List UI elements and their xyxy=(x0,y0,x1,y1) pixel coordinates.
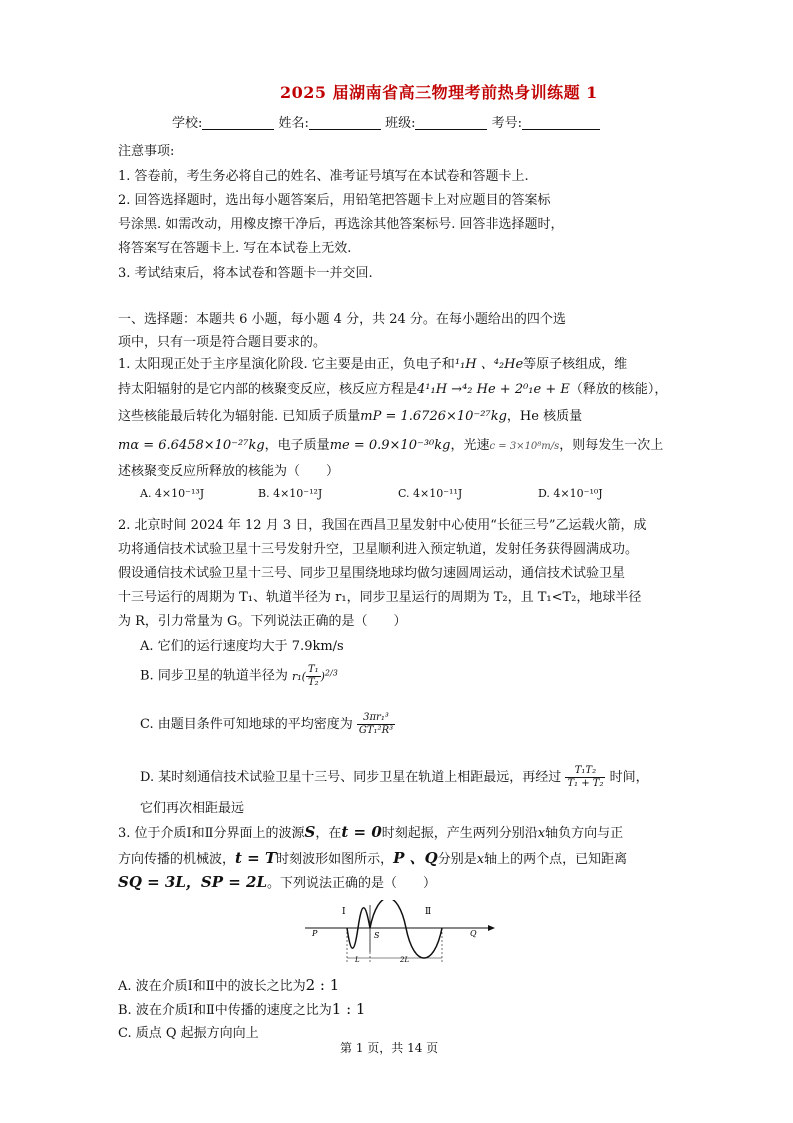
note-2a: 2. 回答选择题时，选出每小题答案后，用铅笔把答题卡上对应题目的答案标 xyxy=(118,193,551,208)
note-2b: 号涂黑. 如需改动，用橡皮擦干净后，再选涂其他答案标号. 回答非选择题时， xyxy=(118,217,564,232)
q1-text: ，光速 xyxy=(450,438,490,453)
q1-reaction-equation: 4¹₁H →⁴₂ He + 2⁰₁e + E xyxy=(417,382,570,397)
q2-option-d-line2: 它们再次相距最远 xyxy=(140,801,245,816)
q3-option-a-value: 2 : 1 xyxy=(305,976,340,994)
q1-line4 xyxy=(118,434,663,453)
q3-text: 时刻起振，产生两列分别沿 xyxy=(381,826,538,841)
q3-x-axis: x xyxy=(537,826,546,841)
q3-option-a-text: A. 波在介质Ⅰ和Ⅱ中的波长之比为 xyxy=(118,979,306,994)
number-blank[interactable] xyxy=(522,115,600,130)
name-blank[interactable] xyxy=(309,115,381,130)
q2-option-c-text: C. 由题目条件可知地球的平均密度为 xyxy=(140,717,353,732)
q3-source: S xyxy=(304,823,316,841)
q1-line5: 述核聚变反应所释放的核能为（ ） xyxy=(118,464,340,479)
q1-text: ，电子质量 xyxy=(264,438,330,453)
note-3: 3. 考试结束后，将本试卷和答题卡一并交回. xyxy=(118,266,373,281)
q1-option-d[interactable]: D. 4×10⁻¹⁰J xyxy=(538,487,603,500)
q3-line2 xyxy=(118,847,627,868)
q2-option-b-formula: r₁( $\frac{\text{T₁}}{\text{T₂}}$ )$^{2/3}$ xyxy=(291,664,338,688)
q3-text: 轴上的两个点，已知距离 xyxy=(484,852,628,867)
q2-line5: 为 R，引力常量为 G。下列说法正确的是（ ） xyxy=(118,614,407,629)
q2-option-b[interactable] xyxy=(140,664,338,689)
q2-option-b-text: B. 同步卫星的轨道半径为 xyxy=(140,668,288,684)
q3-text: 方向传播的机械波， xyxy=(118,852,236,867)
label-s: S xyxy=(374,931,380,940)
q2-option-a[interactable]: A. 它们的运行速度均大于 7.9km/s xyxy=(140,639,344,654)
q1-line2 xyxy=(118,378,667,397)
note-1: 1. 答卷前，考生务必将自己的姓名、准考证号填写在本试卷和答题卡上. xyxy=(118,169,529,184)
wave-medium-ii xyxy=(370,900,442,958)
q3-text: 。下列说法正确的是（ ） xyxy=(267,876,437,891)
q3-option-b[interactable] xyxy=(118,999,365,1018)
q2-option-d[interactable] xyxy=(140,765,649,790)
number-label: 考号: xyxy=(491,116,522,131)
q3-option-b-value: 1 : 1 xyxy=(331,1000,366,1018)
school-blank[interactable] xyxy=(202,115,274,130)
label-medium-i: Ⅰ xyxy=(342,907,346,917)
q1-text: （释放的核能）， xyxy=(569,382,668,397)
q3-option-b-text: B. 波在介质Ⅰ和Ⅱ中传播的速度之比为 xyxy=(118,1003,332,1018)
q1-option-b[interactable]: B. 4×10⁻¹²J xyxy=(258,487,323,500)
q3-text: 3. 位于介质Ⅰ和Ⅱ分界面上的波源 xyxy=(118,826,305,841)
section-heading-a: 一、选择题：本题共 6 小题，每小题 4 分，共 24 分。在每小题给出的四个选 xyxy=(118,312,566,327)
q3-text: 轴负方向与正 xyxy=(545,826,624,841)
q3-x-axis: x xyxy=(476,852,485,867)
q2-option-d-formula: $\frac{\text{T₁T₂}}{\text{T₁ + T₂}}$ xyxy=(567,765,604,789)
class-label: 班级: xyxy=(385,116,416,131)
label-p: P xyxy=(312,929,318,938)
q3-points: P 、Q xyxy=(393,849,438,867)
q1-option-c[interactable]: C. 4×10⁻¹¹J xyxy=(398,487,463,500)
label-2l: 2L xyxy=(400,956,410,964)
student-info-line xyxy=(172,112,600,131)
q3-line3 xyxy=(118,871,436,892)
q2-line4: 十三号运行的周期为 T₁、轨道半径为 r₁，同步卫星运行的周期为 T₂，且 T₁<T₂，地球半径 xyxy=(118,590,642,605)
q1-text: 持太阳辐射的是它内部的核聚变反应，核反应方程是 xyxy=(118,382,418,397)
name-label: 姓名: xyxy=(278,116,309,131)
q3-option-c[interactable]: C. 质点 Q 起振方向向上 xyxy=(118,1026,259,1041)
q1-text: 1. 太阳现正处于主序星演化阶段. 它主要是由正，负电子和 xyxy=(118,357,455,372)
class-blank[interactable] xyxy=(415,115,487,130)
q3-option-a[interactable] xyxy=(118,975,339,994)
q3-text: 分别是 xyxy=(437,852,477,867)
q3-tT: t = T xyxy=(235,849,277,867)
page-footer: 第 1 页，共 14 页 xyxy=(340,1041,439,1055)
label-q: Q xyxy=(470,929,477,938)
q1-text: 这些核能最后转化为辐射能. 已知质子质量 xyxy=(118,409,361,424)
q1-option-a[interactable]: A. 4×10⁻¹³J xyxy=(140,487,205,500)
q3-text: 时刻波形如图所示， xyxy=(276,852,394,867)
q3-distances: SQ = 3L，SP = 2L xyxy=(118,873,268,891)
q2-line3: 假设通信技术试验卫星十三号、同步卫星围绕地球均做匀速圆周运动，通信技术试验卫星 xyxy=(118,566,626,581)
q1-line3 xyxy=(118,405,582,424)
q2-line1: 2. 北京时间 2024 年 12 月 3 日，我国在西昌卫星发射中心使用“长征三号”乙运载火箭，成 xyxy=(118,518,647,533)
notes-heading: 注意事项: xyxy=(118,144,175,159)
note-2c: 将答案写在答题卡上. 写在本试卷上无效. xyxy=(118,241,352,256)
q1-line1 xyxy=(118,353,627,372)
section-heading-b: 项中，只有一项是符合题目要求的。 xyxy=(118,335,327,350)
q1-text: ，则每发生一次上 xyxy=(559,438,664,453)
q1-electron-mass: me = 0.9×10⁻³⁰kg xyxy=(329,438,451,453)
q1-he-mass: mα = 6.6458×10⁻²⁷kg xyxy=(118,438,265,453)
q1-light-speed: c = 3×10⁸m/s xyxy=(489,441,560,452)
q2-option-d-text: D. 某时刻通信技术试验卫星十三号、同步卫星在轨道上相距最远，再经过 xyxy=(140,770,562,785)
page-title: 2025 届湖南省高三物理考前热身训练题 1 xyxy=(280,83,598,102)
wave-figure xyxy=(300,900,500,970)
school-label: 学校: xyxy=(172,116,203,131)
q3-text: ，在 xyxy=(315,826,342,841)
q1-proton-mass: mP = 1.6726×10⁻²⁷kg xyxy=(360,409,507,424)
q1-text: ，He 核质量 xyxy=(506,409,583,424)
q1-nuclei: ¹₁H 、⁴₂He xyxy=(454,357,524,372)
label-medium-ii: Ⅱ xyxy=(425,907,432,917)
q1-text: 等原子核组成，维 xyxy=(523,357,628,372)
q2-option-c[interactable] xyxy=(140,712,395,737)
q3-t0: t = 0 xyxy=(341,823,382,841)
q3-line1 xyxy=(118,822,623,841)
q2-option-c-formula: $\frac{\text{3πr₁³}}{\text{GT₁²R³}}$ xyxy=(358,712,394,736)
q2-line2: 功将通信技术试验卫星十三号发射升空，卫星顺利进入预定轨道，发射任务获得圆满成功。 xyxy=(118,542,639,557)
label-l: L xyxy=(355,956,360,964)
x-axis-arrow xyxy=(488,925,495,931)
q2-option-d-text2: 时间， xyxy=(609,770,649,785)
